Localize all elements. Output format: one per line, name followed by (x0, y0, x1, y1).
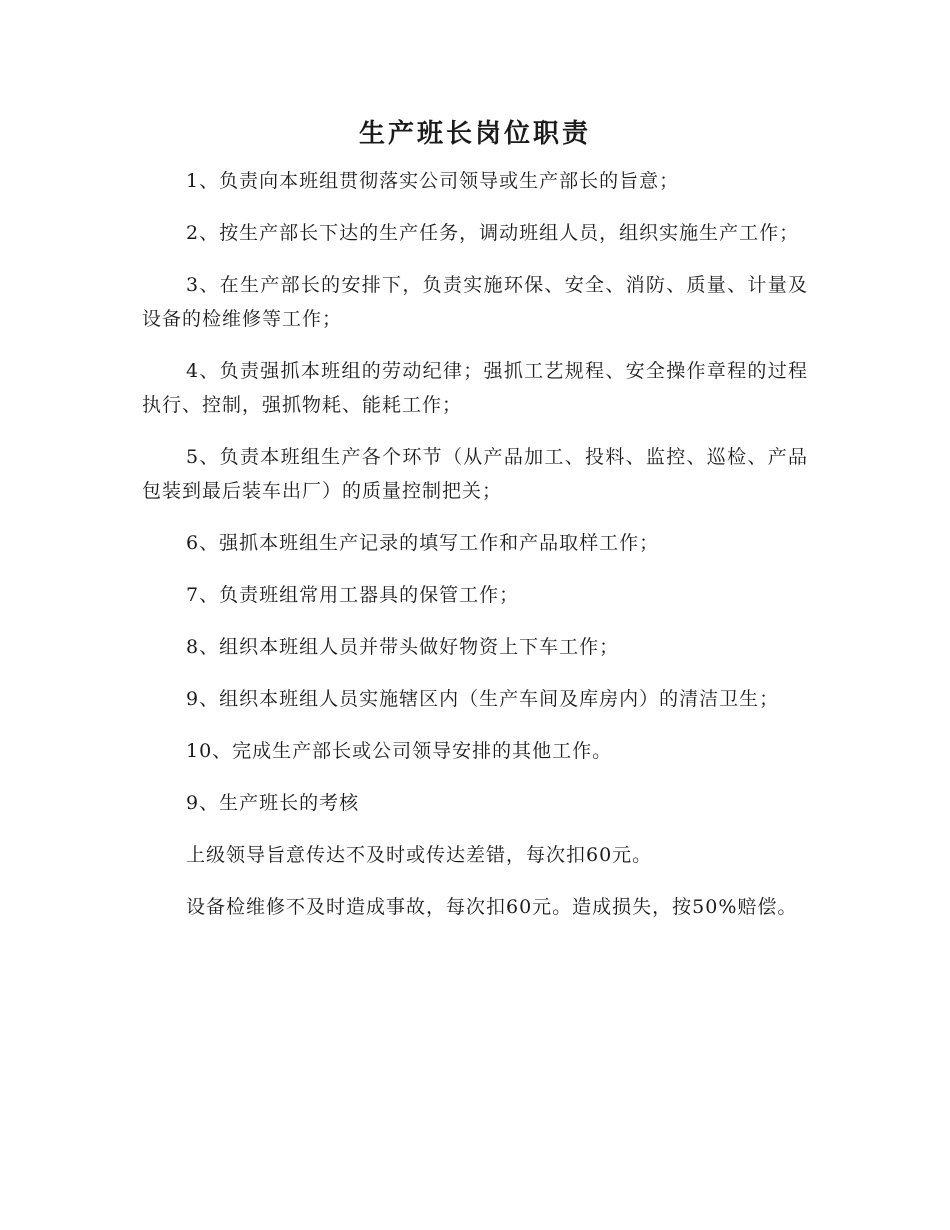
paragraph-8: 8、组织本班组人员并带头做好物资上下车工作； (186, 636, 620, 658)
assessment-rule-1: 上级领导旨意传达不及时或传达差错，每次扣60元。 (186, 844, 653, 866)
paragraph-3: 3、在生产部长的安排下，负责实施环保、安全、消防、质量、计量及设备的检维修等工作； (142, 274, 808, 330)
paragraph-10: 10、完成生产部长或公司领导安排的其他工作。 (186, 740, 613, 762)
paragraph-7: 7、负责班组常用工器具的保管工作； (186, 584, 520, 606)
assessment-heading: 9、生产班长的考核 (186, 792, 360, 814)
paragraph-2: 2、按生产部长下达的生产任务，调动班组人员，组织实施生产工作； (186, 222, 800, 244)
document-body (142, 164, 808, 924)
paragraph-5: 5、负责本班组生产各个环节（从产品加工、投料、监控、巡检、产品包装到最后装车出厂）的质量控制把关； (142, 446, 808, 502)
page-title: 生产班长岗位职责 (358, 119, 591, 149)
paragraph-1: 1、负责向本班组贯彻落实公司领导或生产部长的旨意； (186, 170, 680, 192)
paragraph-9: 9、组织本班组人员实施辖区内（生产车间及库房内）的清洁卫生； (186, 688, 780, 710)
paragraph-4: 4、负责强抓本班组的劳动纪律；强抓工艺规程、安全操作章程的过程执行、控制，强抓物耗、能耗工作； (142, 360, 808, 416)
assessment-rule-2: 设备检维修不及时造成事故，每次扣60元。造成损失，按50%赔偿。 (186, 896, 798, 918)
paragraph-6: 6、强抓本班组生产记录的填写工作和产品取样工作； (186, 532, 660, 554)
